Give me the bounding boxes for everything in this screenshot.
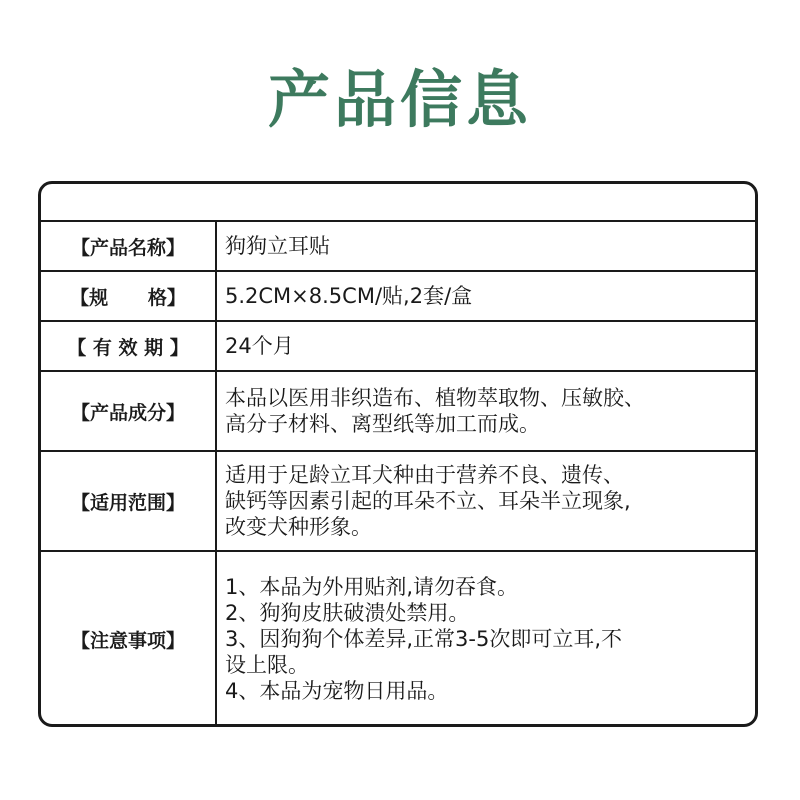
row-precautions: [41, 552, 755, 726]
value-line: 5.2CM×8.5CM/贴,2套/盒: [225, 284, 473, 308]
label-product-name: 【产品名称】: [41, 222, 217, 270]
value-line: 本品以医用非织造布、植物萃取物、压敏胶、: [225, 386, 645, 410]
value-line: 狗狗立耳贴: [225, 234, 330, 258]
label-scope: 【适用范围】: [41, 452, 217, 550]
row-scope: [41, 452, 755, 552]
row-ingredients: [41, 372, 755, 452]
value-scope: [217, 452, 755, 550]
value-line: 2、狗狗皮肤破溃处禁用。: [225, 601, 470, 625]
value-specification: [217, 272, 755, 320]
row-product-name: [41, 222, 755, 272]
value-line: 适用于足龄立耳犬种由于营养不良、遗传、: [225, 463, 624, 487]
value-line: 4、本品为宠物日用品。: [225, 679, 449, 703]
label-specification: 【规 格】: [41, 272, 217, 320]
value-line: 缺钙等因素引起的耳朵不立、耳朵半立现象,: [225, 489, 631, 513]
label-shelf-life: 【 有 效 期 】: [41, 322, 217, 370]
label-ingredients: 【产品成分】: [41, 372, 217, 450]
value-line: 24个月: [225, 334, 294, 358]
page-title: 产品信息: [267, 63, 532, 136]
row-specification: [41, 272, 755, 322]
value-line: 改变犬种形象。: [225, 515, 372, 539]
value-shelf-life: [217, 322, 755, 370]
table-header-bar: [41, 184, 755, 222]
value-ingredients: [217, 372, 755, 450]
value-line: 1、本品为外用贴剂,请勿吞食。: [225, 575, 519, 599]
value-line: 高分子材料、离型纸等加工而成。: [225, 412, 540, 436]
label-precautions: 【注意事项】: [41, 552, 217, 726]
value-product-name: [217, 222, 755, 270]
value-line: 设上限。: [225, 653, 309, 677]
product-info-table: [38, 181, 758, 727]
value-line: 3、因狗狗个体差异,正常3-5次即可立耳,不: [225, 627, 623, 651]
row-shelf-life: [41, 322, 755, 372]
value-precautions: [217, 552, 755, 726]
